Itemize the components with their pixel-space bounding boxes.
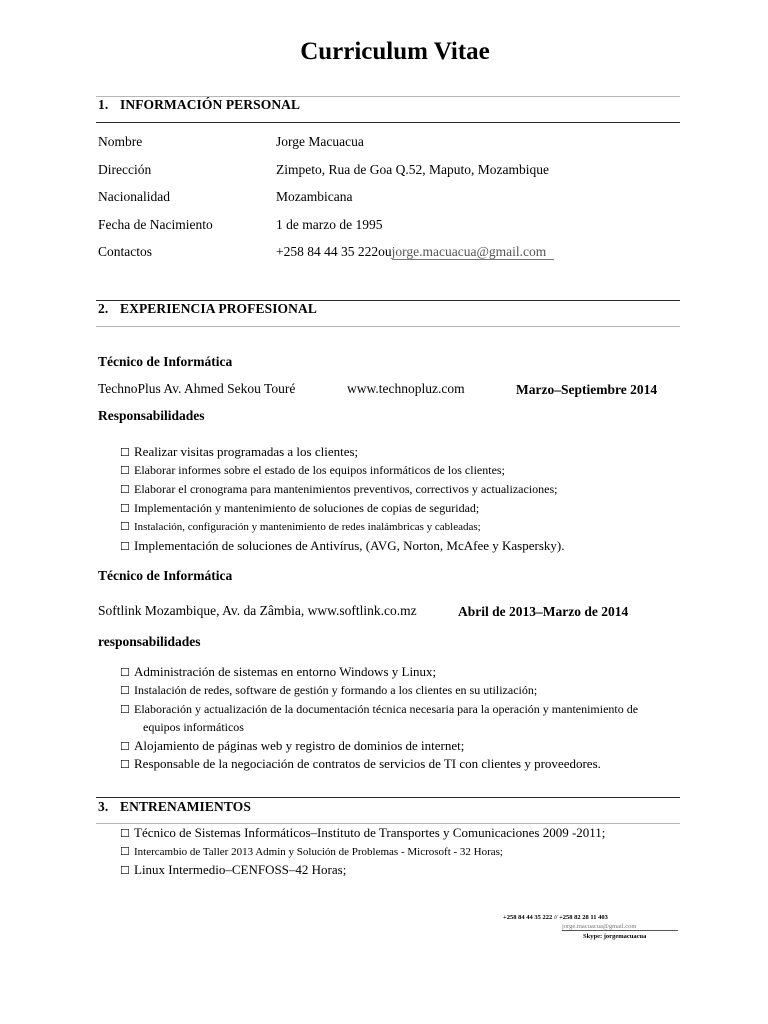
page-title: Curriculum Vitae [300,38,490,65]
job-company: Softlink Mozambique, Av. da Zâmbia, www.softlink.co.mz [98,603,417,618]
list-item: ☐ Técnico de Sistemas Informáticos–Instituto de Transportes y Comunicaciones 2009 -2011; [120,825,606,840]
checkbox-icon: ☐ [120,465,130,477]
value-name: Jorge Macuacua [276,134,364,149]
footer-email-link[interactable]: jorge.macuacua@gmail.com [562,923,678,931]
job-period: Marzo–Septiembre 2014 [516,382,658,397]
label-contacts: Contactos [98,244,152,259]
contact-phone: +258 84 44 35 222ou [276,244,392,259]
divider [96,797,680,798]
responsibilities-label: responsabilidades [98,634,201,649]
section-title: INFORMACIÓN PERSONAL [120,97,301,112]
list-item: ☐ Responsable de la negociación de contratos de servicios de TI con clientes y proveedores. [120,756,601,771]
responsibilities-label: Responsabilidades [98,408,205,423]
list-item: ☐ Instalación, configuración y mantenimiento de redes inalámbricas y cableadas; [120,521,481,533]
divider [96,122,680,123]
value-contacts [276,244,554,260]
list-item: ☐ Elaborar el cronograma para mantenimientos preventivos, correctivos y actualizaciones; [120,482,558,496]
section-title: ENTRENAMIENTOS [120,799,251,814]
value-address: Zimpeto, Rua de Goa Q.52, Maputo, Mozambique [276,162,549,177]
list-item: ☐ Instalación de redes, software de gestión y formando a los clientes en su utilización; [120,683,538,697]
checkbox-icon: ☐ [120,521,130,533]
checkbox-icon: ☐ [120,685,130,697]
checkbox-icon: ☐ [120,741,130,753]
footer-phones: +258 84 44 35 222 // +258 82 28 11 403 [503,914,608,921]
job-title: Técnico de Informática [98,354,233,369]
checkbox-icon: ☐ [120,865,130,877]
label-address: Dirección [98,162,152,177]
job-website: www.technopluz.com [347,381,465,396]
checkbox-icon: ☐ [120,759,130,771]
checkbox-icon: ☐ [120,503,130,515]
list-item: ☐ Linux Intermedio–CENFOSS–42 Horas; [120,862,347,877]
list-item: ☐ Realizar visitas programadas a los clientes; [120,444,359,459]
value-birthdate: 1 de marzo de 1995 [276,217,383,232]
checkbox-icon: ☐ [120,846,130,858]
label-nationality: Nacionalidad [98,189,170,204]
footer-skype: Skype: jorgemacuacua [583,933,647,940]
divider [96,326,680,327]
list-item: ☐ Implementación y mantenimiento de soluciones de copias de seguridad; [120,501,480,515]
list-item: ☐ Implementación de soluciones de Antivírus, (AVG, Norton, McAfee y Kaspersky). [120,538,565,553]
checkbox-icon: ☐ [120,828,130,840]
contact-email-link[interactable]: jorge.macuacua@gmail.com [392,244,555,260]
section-number: 3. [98,799,109,814]
checkbox-icon: ☐ [120,484,130,496]
list-item: ☐ Administración de sistemas en entorno Windows y Linux; [120,664,437,679]
checkbox-icon: ☐ [120,541,130,553]
job-title: Técnico de Informática [98,568,233,583]
section-heading-personal [98,97,300,113]
job-period: Abril de 2013–Marzo de 2014 [458,604,629,619]
section-number: 2. [98,301,109,316]
section-title: EXPERIENCIA PROFESIONAL [120,301,317,316]
list-item: ☐ Alojamiento de páginas web y registro de dominios de internet; [120,738,465,753]
job-company: TechnoPlus Av. Ahmed Sekou Touré [98,381,296,396]
label-name: Nombre [98,134,143,149]
checkbox-icon: ☐ [120,704,130,716]
section-number: 1. [98,97,109,112]
divider [96,823,680,824]
list-item-continuation: equipos informáticos [143,720,244,734]
label-birthdate: Fecha de Nacimiento [98,217,213,232]
list-item: ☐ Elaborar informes sobre el estado de los equipos informáticos de los clientes; [120,463,505,477]
checkbox-icon: ☐ [120,447,130,459]
value-nationality: Mozambicana [276,189,353,204]
section-heading-training [98,799,251,815]
list-item: ☐ Elaboración y actualización de la documentación técnica necesaria para la operación y mantenimiento de [120,702,639,716]
checkbox-icon: ☐ [120,667,130,679]
section-heading-experience [98,301,317,317]
list-item: ☐ Intercambio de Taller 2013 Admin y Solución de Problemas - Microsoft - 32 Horas; [120,846,503,858]
